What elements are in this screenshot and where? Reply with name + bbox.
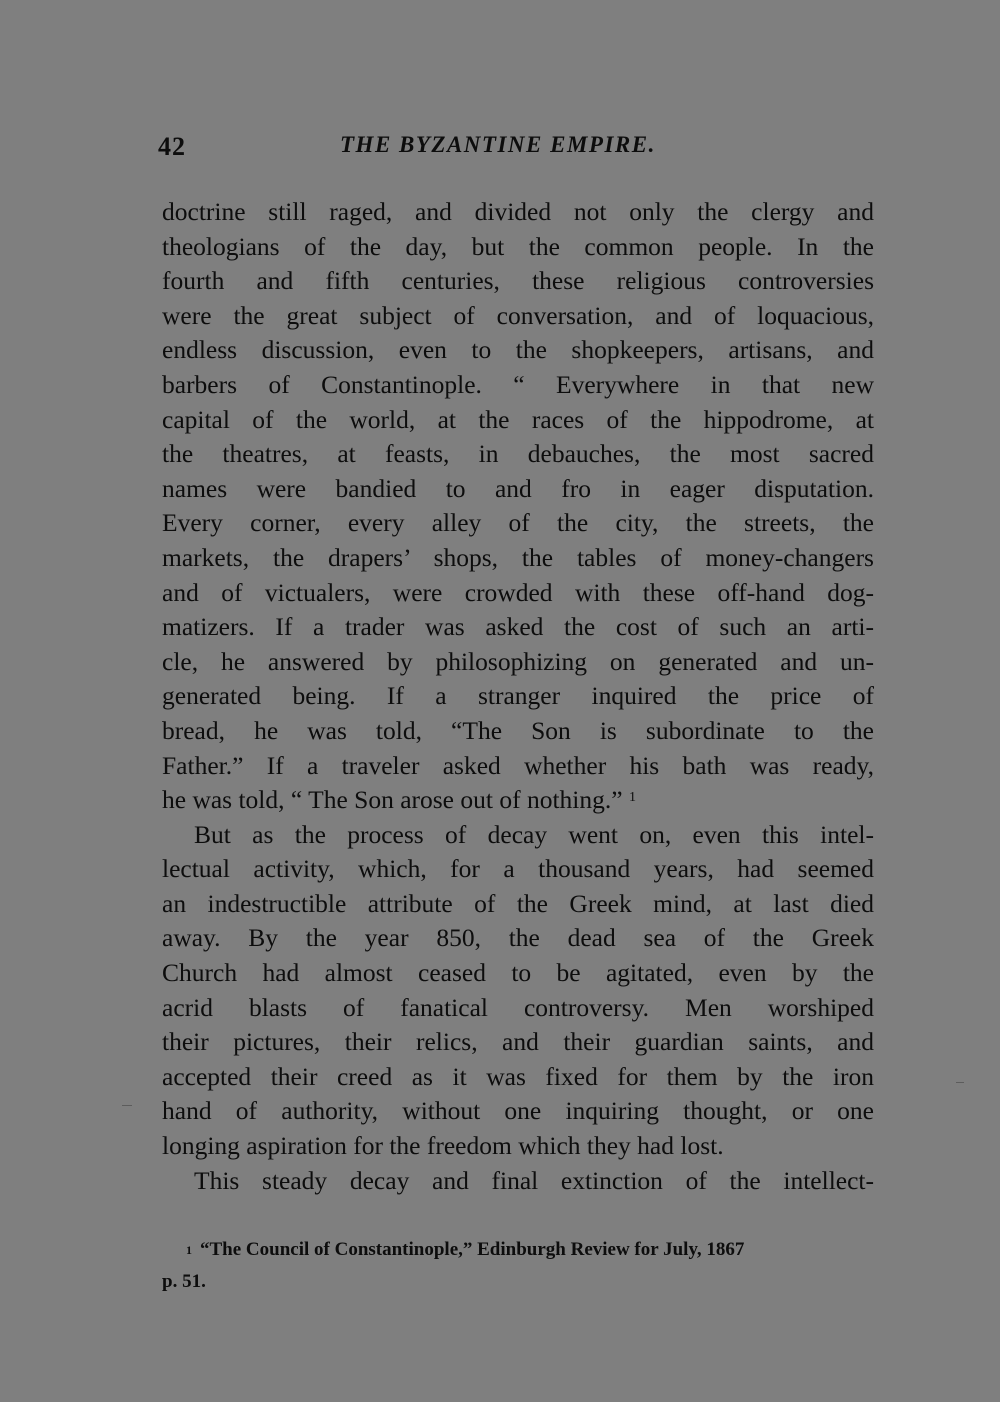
page-header xyxy=(0,132,1000,166)
footnote-mark: 1 xyxy=(186,1243,192,1257)
text-line: matizers. If a trader was asked the cost of such an arti- xyxy=(162,612,874,642)
body-text xyxy=(162,195,874,1198)
text-line: endless discussion, even to the shopkeepers, artisans, and xyxy=(162,335,874,365)
footnote-line xyxy=(186,1234,876,1266)
text-line: generated being. If a stranger inquired the price of xyxy=(162,681,874,711)
scan-mark xyxy=(122,1105,132,1106)
text-line: an indestructible attribute of the Greek mind, at last died xyxy=(162,888,874,918)
text-line: doctrine still raged, and divided not only the clergy and xyxy=(162,197,874,226)
text-line: capital of the world, at the races of the hippodrome, at xyxy=(162,404,874,434)
scan-mark xyxy=(956,1082,964,1083)
footnote-text: “The Council of Constantinople,” Edinburgh Review for July, 1867 xyxy=(200,1239,745,1260)
text-line: their pictures, their relics, and their guardian saints, and xyxy=(162,1027,874,1057)
text-line: the theatres, at feasts, in debauches, the most sacred xyxy=(162,439,874,469)
text-line: lectual activity, which, for a thousand years, had seemed xyxy=(162,854,874,884)
text-line-indented: But as the process of decay went on, even this intel- xyxy=(194,819,874,849)
text-line: markets, the drapers’ shops, the tables of money-changers xyxy=(162,542,874,572)
text-line: Father.” If a traveler asked whether his bath was ready, xyxy=(162,750,874,780)
text-line: theologians of the day, but the common people. In the xyxy=(162,231,874,261)
footnote-reference[interactable]: 1 xyxy=(628,790,636,806)
text-line: names were bandied to and fro in eager disputation. xyxy=(162,473,874,503)
text-line: away. By the year 850, the dead sea of the Greek xyxy=(162,923,874,953)
footnote xyxy=(162,1234,876,1298)
page-number: 42 xyxy=(158,132,186,161)
text-line-last xyxy=(162,783,874,818)
text-line: bread, he was told, “The Son is subordinate to the xyxy=(162,715,874,745)
text-line: acrid blasts of fanatical controversy. Men worshiped xyxy=(162,992,874,1022)
text-line: Every corner, every alley of the city, the streets, the xyxy=(162,508,874,538)
footnote-line-continued: p. 51. xyxy=(162,1271,206,1292)
text-line: hand of authority, without one inquiring thought, or one xyxy=(162,1096,874,1126)
text-line: accepted their creed as it was fixed for them by the iron xyxy=(162,1061,874,1091)
text-line: Church had almost ceased to be agitated, even by the xyxy=(162,958,874,988)
text-line: fourth and fifth centuries, these religious controversies xyxy=(162,266,874,296)
text-line: barbers of Constantinople. “ Everywhere in that new xyxy=(162,369,874,399)
text-line: and of victualers, were crowded with these off-hand dog- xyxy=(162,577,874,607)
text-line: were the great subject of conversation, and of loquacious, xyxy=(162,300,874,330)
text-line-last: longing aspiration for the freedom which they had lost. xyxy=(162,1131,724,1161)
running-title: THE BYZANTINE EMPIRE. xyxy=(340,132,656,157)
text-line-indented: This steady decay and final extinction of the intellect- xyxy=(194,1165,874,1195)
text-line-content: he was told, “ The Son arose out of nothing.” xyxy=(162,785,623,815)
text-line: cle, he answered by philosophizing on generated and un- xyxy=(162,646,874,676)
